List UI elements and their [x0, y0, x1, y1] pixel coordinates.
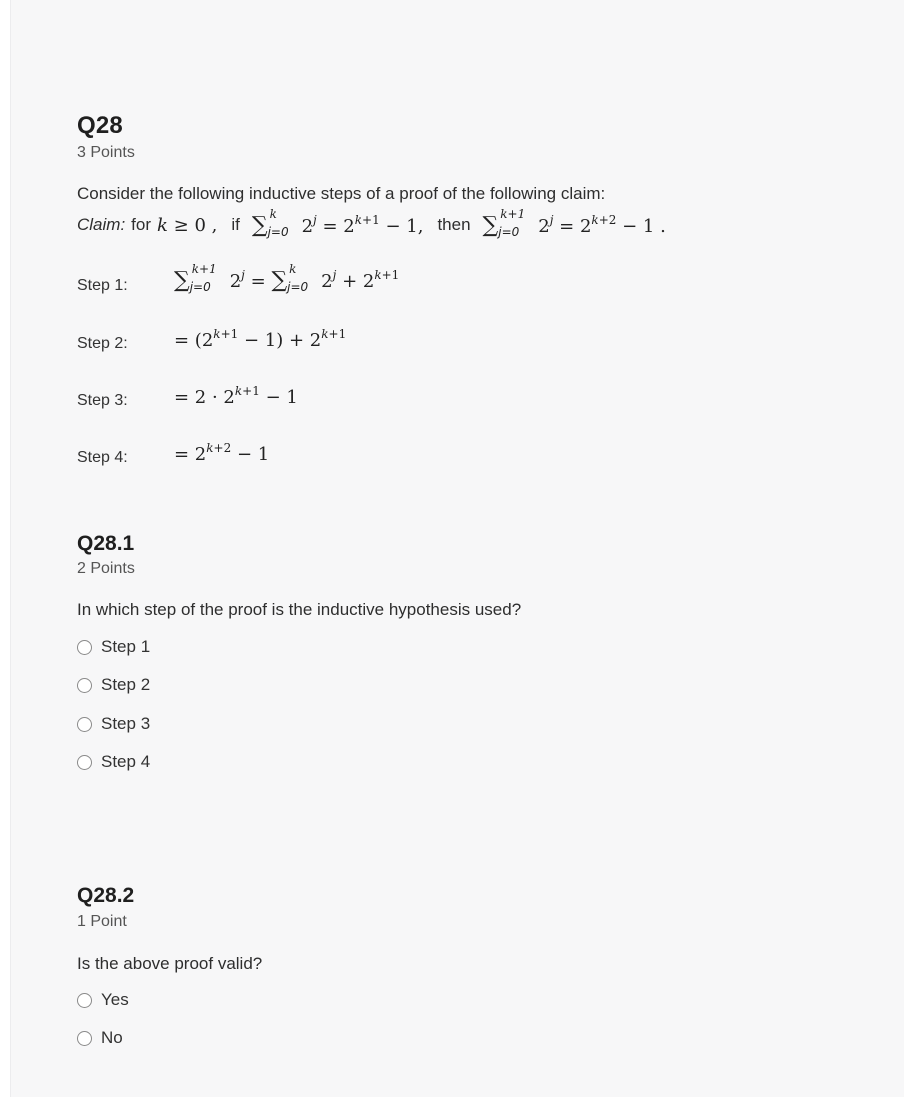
claim-then: then: [437, 215, 471, 234]
step-3-label: Step 3:: [77, 392, 128, 409]
radio-button[interactable]: [77, 717, 92, 732]
step-2-expression: = $(2^{k+1} - 1) + 2^{k+1}$: [174, 327, 347, 351]
option-step-4[interactable]: [77, 752, 150, 772]
subquestion-1-title: Q28.1: [77, 532, 135, 555]
option-label: Step 1: [101, 637, 151, 656]
question-panel: [10, 0, 904, 1097]
option-yes[interactable]: [77, 990, 129, 1010]
claim-condition: k ≥ 0 ,: [157, 214, 218, 236]
step-4-expression: = $2^{k+2} - 1$: [174, 441, 270, 465]
radio-button[interactable]: [77, 1031, 92, 1046]
claim-line: [77, 206, 666, 240]
option-label: Step 4: [101, 752, 151, 771]
radio-button[interactable]: [77, 993, 92, 1008]
option-label: Step 2: [101, 675, 151, 694]
option-label: Step 3: [101, 714, 151, 733]
claim-hypothesis: ∑ k j=0 $2^j = 2^{k+1} - 1$,: [251, 206, 424, 239]
option-label: Yes: [101, 990, 129, 1009]
question-points: 3 Points: [77, 144, 135, 161]
subquestion-1-text: In which step of the proof is the inductive hypothesis used?: [77, 600, 522, 619]
step-1-label: Step 1:: [77, 277, 128, 294]
option-label: No: [101, 1028, 123, 1047]
step-2-label: Step 2:: [77, 335, 128, 352]
subquestion-2-text: Is the above proof valid?: [77, 954, 263, 973]
radio-button[interactable]: [77, 678, 92, 693]
step-1-expression: ∑ k+1 j=0 $2^j$ = ∑ k j=0 $2^j + 2^{k+1}$: [174, 262, 400, 294]
claim-for: for: [131, 215, 152, 234]
radio-button[interactable]: [77, 755, 92, 770]
option-step-3[interactable]: [77, 714, 150, 734]
subquestion-2-title: Q28.2: [77, 884, 135, 907]
step-3-expression: = $2 \cdot 2^{k+1} - 1$: [174, 384, 298, 408]
claim-conclusion: ∑ k+1 j=0 $2^j = 2^{k+2} - 1$ .: [482, 206, 666, 239]
question-title: Q28: [77, 112, 123, 139]
subquestion-2-points: 1 Point: [77, 913, 127, 930]
option-step-2[interactable]: [77, 675, 150, 695]
option-step-1[interactable]: [77, 637, 150, 657]
radio-button[interactable]: [77, 640, 92, 655]
claim-if: if: [231, 215, 240, 234]
subquestion-1-points: 2 Points: [77, 560, 135, 577]
step-4-label: Step 4:: [77, 449, 128, 466]
option-no[interactable]: [77, 1028, 123, 1048]
question-intro: Consider the following inductive steps of a proof of the following claim:: [77, 184, 606, 203]
claim-label: Claim:: [77, 215, 126, 234]
